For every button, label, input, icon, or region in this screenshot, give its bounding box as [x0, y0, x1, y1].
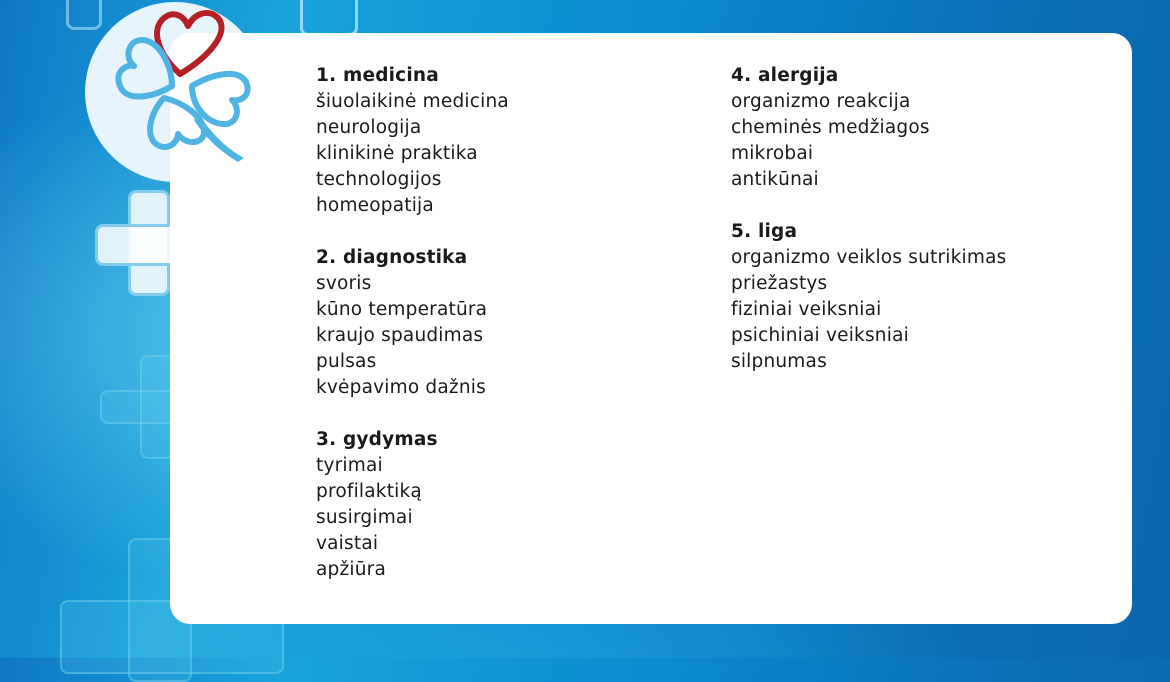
list-item: vaistai [316, 533, 379, 554]
section-gydymas [316, 427, 509, 583]
section-header: 4. alergija [731, 65, 839, 86]
section-diagnostika [316, 245, 509, 401]
list-item: pulsas [316, 351, 377, 372]
list-item: kūno temperatūra [316, 299, 488, 320]
section-title: liga [757, 221, 798, 242]
list-item: svoris [316, 273, 372, 294]
section-title: alergija [757, 65, 839, 86]
section-header: 5. liga [731, 221, 798, 242]
cross-outline-icon [300, 0, 358, 36]
section-title: diagnostika [342, 247, 468, 268]
list-item: apžiūra [316, 559, 386, 580]
medical-cross-icon [128, 190, 170, 296]
list-item: fiziniai veiksniai [731, 299, 882, 320]
word-column-1 [316, 63, 509, 609]
cross-outline-icon [66, 0, 102, 30]
list-item: neurologija [316, 117, 422, 138]
section-liga [731, 219, 1006, 375]
list-item: kvėpavimo dažnis [316, 377, 486, 398]
section-header: 3. gydymas [316, 429, 438, 450]
list-item: antikūnai [731, 169, 819, 190]
list-item: technologijos [316, 169, 442, 190]
list-item: organizmo reakcija [731, 91, 911, 112]
list-item: klinikinė praktika [316, 143, 478, 164]
word-column-2 [731, 63, 1006, 401]
list-item: priežastys [731, 273, 828, 294]
faint-cross-icon [140, 355, 174, 459]
clover-heart-icon [98, 2, 268, 172]
list-item: susirgimai [316, 507, 413, 528]
section-header: 1. medicina [316, 65, 439, 86]
list-item: kraujo spaudimas [316, 325, 484, 346]
list-item: homeopatija [316, 195, 434, 216]
list-item: silpnumas [731, 351, 827, 372]
list-item: šiuolaikinė medicina [316, 91, 509, 112]
list-item: profilaktiką [316, 481, 422, 502]
section-title: medicina [342, 65, 439, 86]
section-title: gydymas [342, 429, 438, 450]
list-item: cheminės medžiagos [731, 117, 930, 138]
list-item: mikrobai [731, 143, 814, 164]
list-item: organizmo veiklos sutrikimas [731, 247, 1007, 268]
section-header: 2. diagnostika [316, 247, 468, 268]
section-medicina [316, 63, 509, 219]
list-item: psichiniai veiksniai [731, 325, 909, 346]
list-item: tyrimai [316, 455, 383, 476]
section-alergija [731, 63, 1006, 193]
